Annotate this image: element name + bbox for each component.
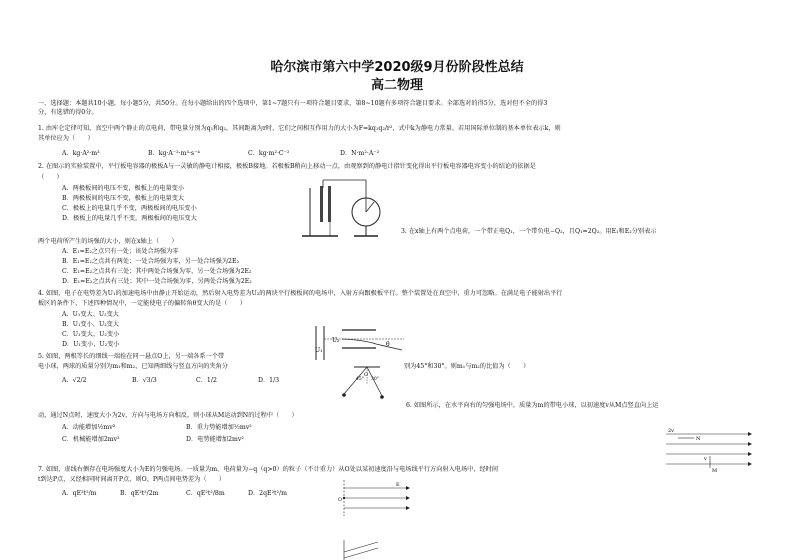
q7-field-figure: [334, 478, 414, 518]
q5-45-label: 45°: [356, 377, 364, 382]
q6-option-b: B．重力势能增加½mv²: [186, 424, 252, 431]
q4-u1-label: U₁: [315, 347, 323, 354]
q5-option-d: D．1/3: [258, 377, 280, 384]
q7-stem-line-2: t到达P点，又经相同时间离开P点，则O、P两点间电势差为（ ）: [38, 476, 226, 483]
q4-option-a: A．U₁变大、U₂变大: [62, 311, 119, 318]
q6-stem-continued: 动，通过N点时，速度大小为2v，方向与电场方向相反，则小球从M运动到N的过程中（ ）: [38, 412, 298, 419]
q6-stem-right: 6. 如图所示，在水平向右的匀强电场中，质量为m的带电小球，以初速度v从M点竖直向上运: [406, 402, 659, 409]
q3-option-b: B．E₁=E₂之点共有两处；一处合场强为零，另一处合场强为2E₂: [62, 258, 239, 265]
q6-n-label: N: [696, 436, 701, 442]
q7-option-d: D．2qE²t²/m: [248, 490, 287, 497]
q5-option-b: B．√3/3: [132, 377, 157, 384]
instructions-line-1: 一、选择题：本题共10小题，每小题5分，共50分。在每小题给出的四个选项中，第1~7题只有一项符合题目要求，第8~10题有多项符合题目要求。全部选对的得5分，选对但不全的得3: [38, 100, 548, 107]
q5-pendulum-figure: [334, 364, 394, 404]
q3-stem-right: 3. 在x轴上有两个点电荷，一个带正电Q₁，一个带负电−Q₂，且Q₁=2Q₂。用E₁和E₂分别表示: [401, 228, 657, 235]
q6-v-label: v: [704, 456, 707, 462]
q4-option-d: D．U₁变小、U₂变小: [62, 341, 120, 348]
q7-option-b: B．qE²t²/2m: [120, 490, 159, 497]
q4-u2-label: U₂: [332, 337, 340, 344]
q7-option-a: A．qE²t²/m: [62, 490, 97, 497]
q1-option-c: C．kg·m²·C⁻²: [248, 150, 290, 157]
q2-stem-line-1: 2. 在图示的实验装置中，平行板电容器的极板A与一灵敏的静电计相接，极板B接地。若极板B稍向上移动一点，由观察到的静电计指针变化得出平行板电容器电容变小的结论的依据是: [38, 163, 536, 170]
q2-option-b: B．两极板间的电压不变，极板上的电量变大: [62, 195, 185, 202]
q5-30-label: 30°: [371, 377, 379, 382]
q1-stem-line-1: 1. 由库仑定律可知，真空中两个静止的点电荷，带电量分别为q₁和q₂，其间距离为r时，它们之间相互作用力的大小为F=kq₁q₂/r²，式中k为静电力常量。若用国际单位制的基本单位表示k，则: [38, 125, 561, 132]
q5-stem-line-2: 电小球，两球的质量分别为m₁和m₂，已知两细线与竖直方向的夹角分: [38, 363, 228, 370]
q2-capacitor-figure: [298, 178, 393, 243]
q6-option-c: C．机械能增加2mv²: [62, 436, 120, 443]
q1-stem-line-2: 其单位应为（ ）: [38, 135, 94, 142]
exam-title: 哈尔滨市第六中学2020级9月份阶段性总结: [270, 60, 524, 75]
q2-option-c: C．极板上的电量几乎不变，两极板间的电压变小: [62, 205, 197, 212]
q7-stem-line-1: 7. 如图，虚线右侧存在电场强度大小为E的匀强电场。一质量为m、电荷量为−q（q>0）的粒子（不计重力）从O处以某初速度沿与电场线平行方向射入电场中，经时间: [38, 466, 499, 473]
q5-option-a: A．√2/2: [62, 377, 87, 384]
instructions-line-2: 分，有选错的得0分。: [38, 109, 98, 116]
exam-subtitle: 高二物理: [370, 78, 423, 93]
q4-theta-label: θ: [386, 341, 390, 348]
q5-option-c: C．1/2: [196, 377, 217, 384]
q6-option-d: D．电势能增加2mv²: [186, 436, 244, 443]
q4-stem-line-1: 4. 如图，电子在电势差为U₁的加速电场中由静止开始运动，然后射入电势差为U₂的两块平行极板间的电场中，入射方向跟极板平行。整个装置处在真空中，重力可忽略。在满足电子能射出平行: [38, 290, 563, 297]
q6-m-label: M: [712, 468, 718, 474]
q3-option-c: C．E₁=E₂之点共有三处；其中两处合场强为零，另一处合场强为2E₂: [62, 268, 252, 275]
q1-option-d: D．N·m²·A⁻²: [340, 150, 380, 157]
q4-stem-line-2: 板区的条件下，下述四种情况中，一定能使电子的偏转角θ变大的是（ ）: [38, 300, 246, 307]
q4-deflection-figure: [312, 322, 407, 364]
q6-2v-label: 2v: [668, 428, 675, 434]
q7-o-label: O: [338, 497, 343, 503]
q1-option-a: A．kg·A²·m³: [62, 150, 100, 157]
q2-option-d: D．极板上的电量几乎不变，两极板间的电压变大: [62, 215, 197, 222]
q3-option-a: A．E₁=E₂之点只有一处；该处合场强为零: [62, 248, 179, 255]
next-question-figure: [334, 538, 394, 560]
q3-stem-continued: 两个电荷所产生的场强的大小，则在x轴上（ ）: [38, 238, 178, 245]
q4-option-b: B．U₁变小、U₂变大: [62, 321, 120, 328]
q5-o-label: O: [364, 372, 369, 378]
q2-option-a: A．两极板间的电压不变，极板上的电量变小: [62, 185, 185, 192]
q7-option-c: C．qE²t²/8m: [186, 490, 225, 497]
q6-field-figure: [664, 428, 754, 474]
q3-option-d: D．E₁=E₂之点共有三处；其中一处合场强为零，另两处合场强为2E₂: [62, 278, 252, 285]
q5-stem-line-1: 5. 如图，两根等长的细线一端拴在同一悬点O上，另一端各系一个带: [38, 353, 225, 360]
q6-option-a: A．动能增加½mv²: [62, 424, 116, 431]
q2-stem-line-2: （ ）: [38, 174, 63, 181]
q5-stem-right: 别为45°和30°。则m₁与m₂的比值为（ ）: [404, 363, 530, 370]
q1-option-b: B．kg·A⁻²·m³·s⁻⁴: [148, 150, 200, 157]
q4-option-c: C．U₁变大、U₂变小: [62, 331, 120, 338]
q7-e-label: E: [396, 482, 400, 488]
